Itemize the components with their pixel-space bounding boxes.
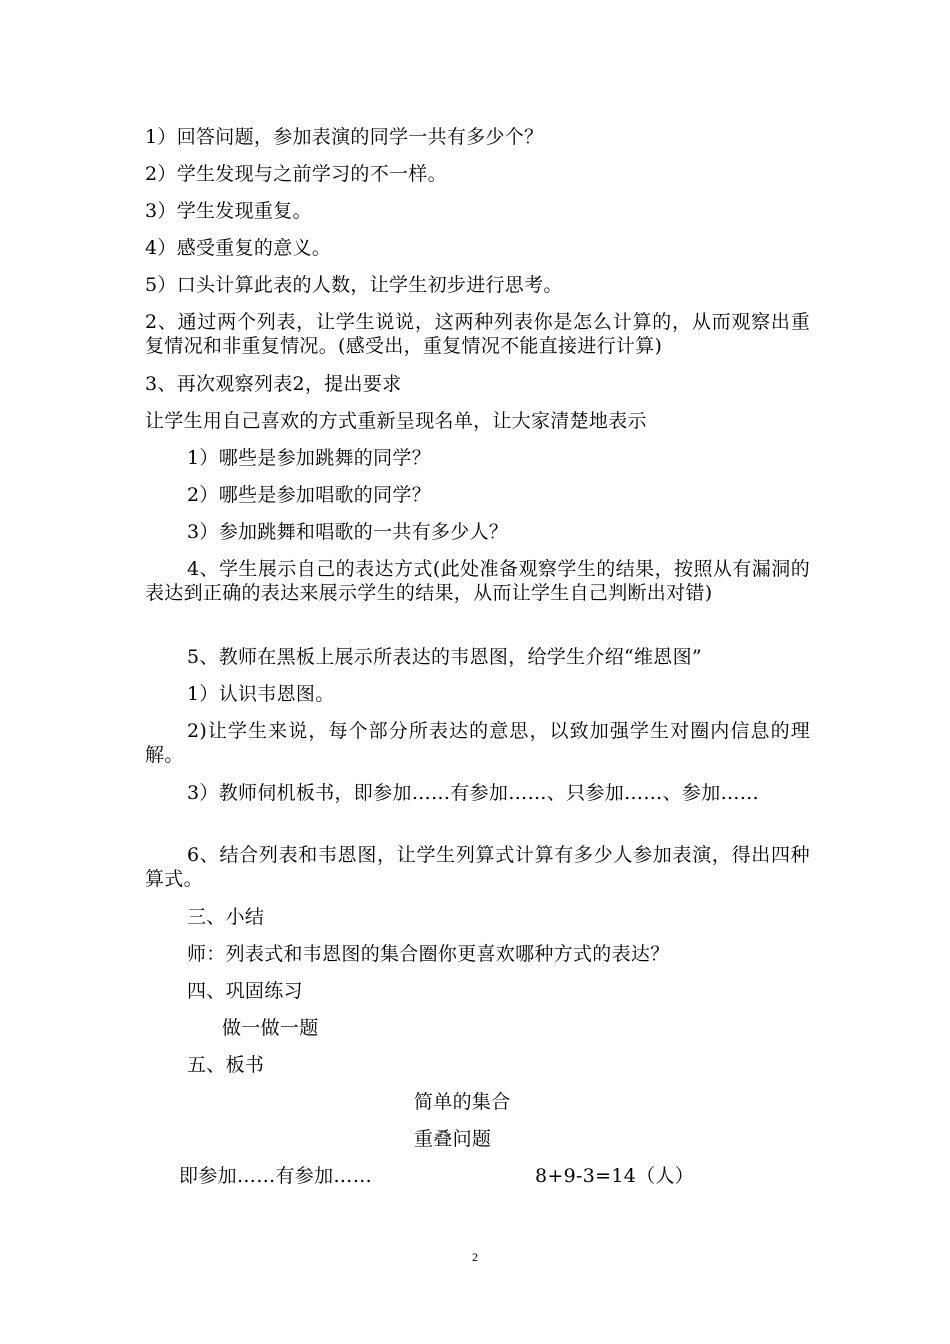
paragraph: 2)让学生来说，每个部分所表达的意思，以致加强学生对圈内信息的理解。 [145,720,810,766]
text-line: 5）口头计算此表的人数，让学生初步进行思考。 [145,274,563,296]
section-heading: 五、板书 [187,1054,265,1076]
text-line: 让学生用自己喜欢的方式重新呈现名单，让大家清楚地表示 [145,410,647,432]
text-line: 1）认识韦恩图。 [187,683,335,705]
paragraph: 2、通过两个列表，让学生说说，这两种列表你是怎么计算的，从而观察出重复情况和非重复情况。(感受出，重复情况不能直接进行计算) [145,311,810,357]
paragraph: 4、学生展示自己的表达方式(此处准备观察学生的结果，按照从有漏洞的表达到正确的表达来展示学生的结果，从而让学生自己判断出对错) [145,558,810,604]
text-line: 3、再次观察列表2，提出要求 [145,373,402,395]
text-line: 4）感受重复的意义。 [145,237,332,259]
section-heading: 三、小结 [187,906,265,928]
section-heading: 四、巩固练习 [187,980,303,1002]
board-text: 即参加……有参加…… [179,1165,373,1187]
paragraph: 6、结合列表和韦恩图，让学生列算式计算有多少人参加表演，得出四种算式。 [145,844,810,890]
board-title: 简单的集合 [414,1091,511,1113]
board-formula: 8+9-3=14（人） [535,1165,695,1187]
text-line: 做一做一题 [222,1017,319,1039]
board-subtitle: 重叠问题 [414,1128,492,1150]
text-line: 2）学生发现与之前学习的不一样。 [145,163,447,185]
page-number: 2 [472,1250,478,1264]
paragraph: 3）教师伺机板书，即参加……有参加……、只参加……、参加…… [187,782,760,804]
text-line: 2）哪些是参加唱歌的同学？ [187,484,431,506]
text-line: 1）回答问题，参加表演的同学一共有多少个？ [145,126,544,148]
text-line: 5、教师在黑板上展示所表达的韦恩图，给学生介绍“维恩图” [187,646,702,668]
text-line: 3）参加跳舞和唱歌的一共有多少人？ [187,521,509,543]
text-line: 1）哪些是参加跳舞的同学？ [187,447,431,469]
text-line: 师：列表式和韦恩图的集合圈你更喜欢哪种方式的表达？ [187,943,670,965]
text-line: 3）学生发现重复。 [145,200,312,222]
